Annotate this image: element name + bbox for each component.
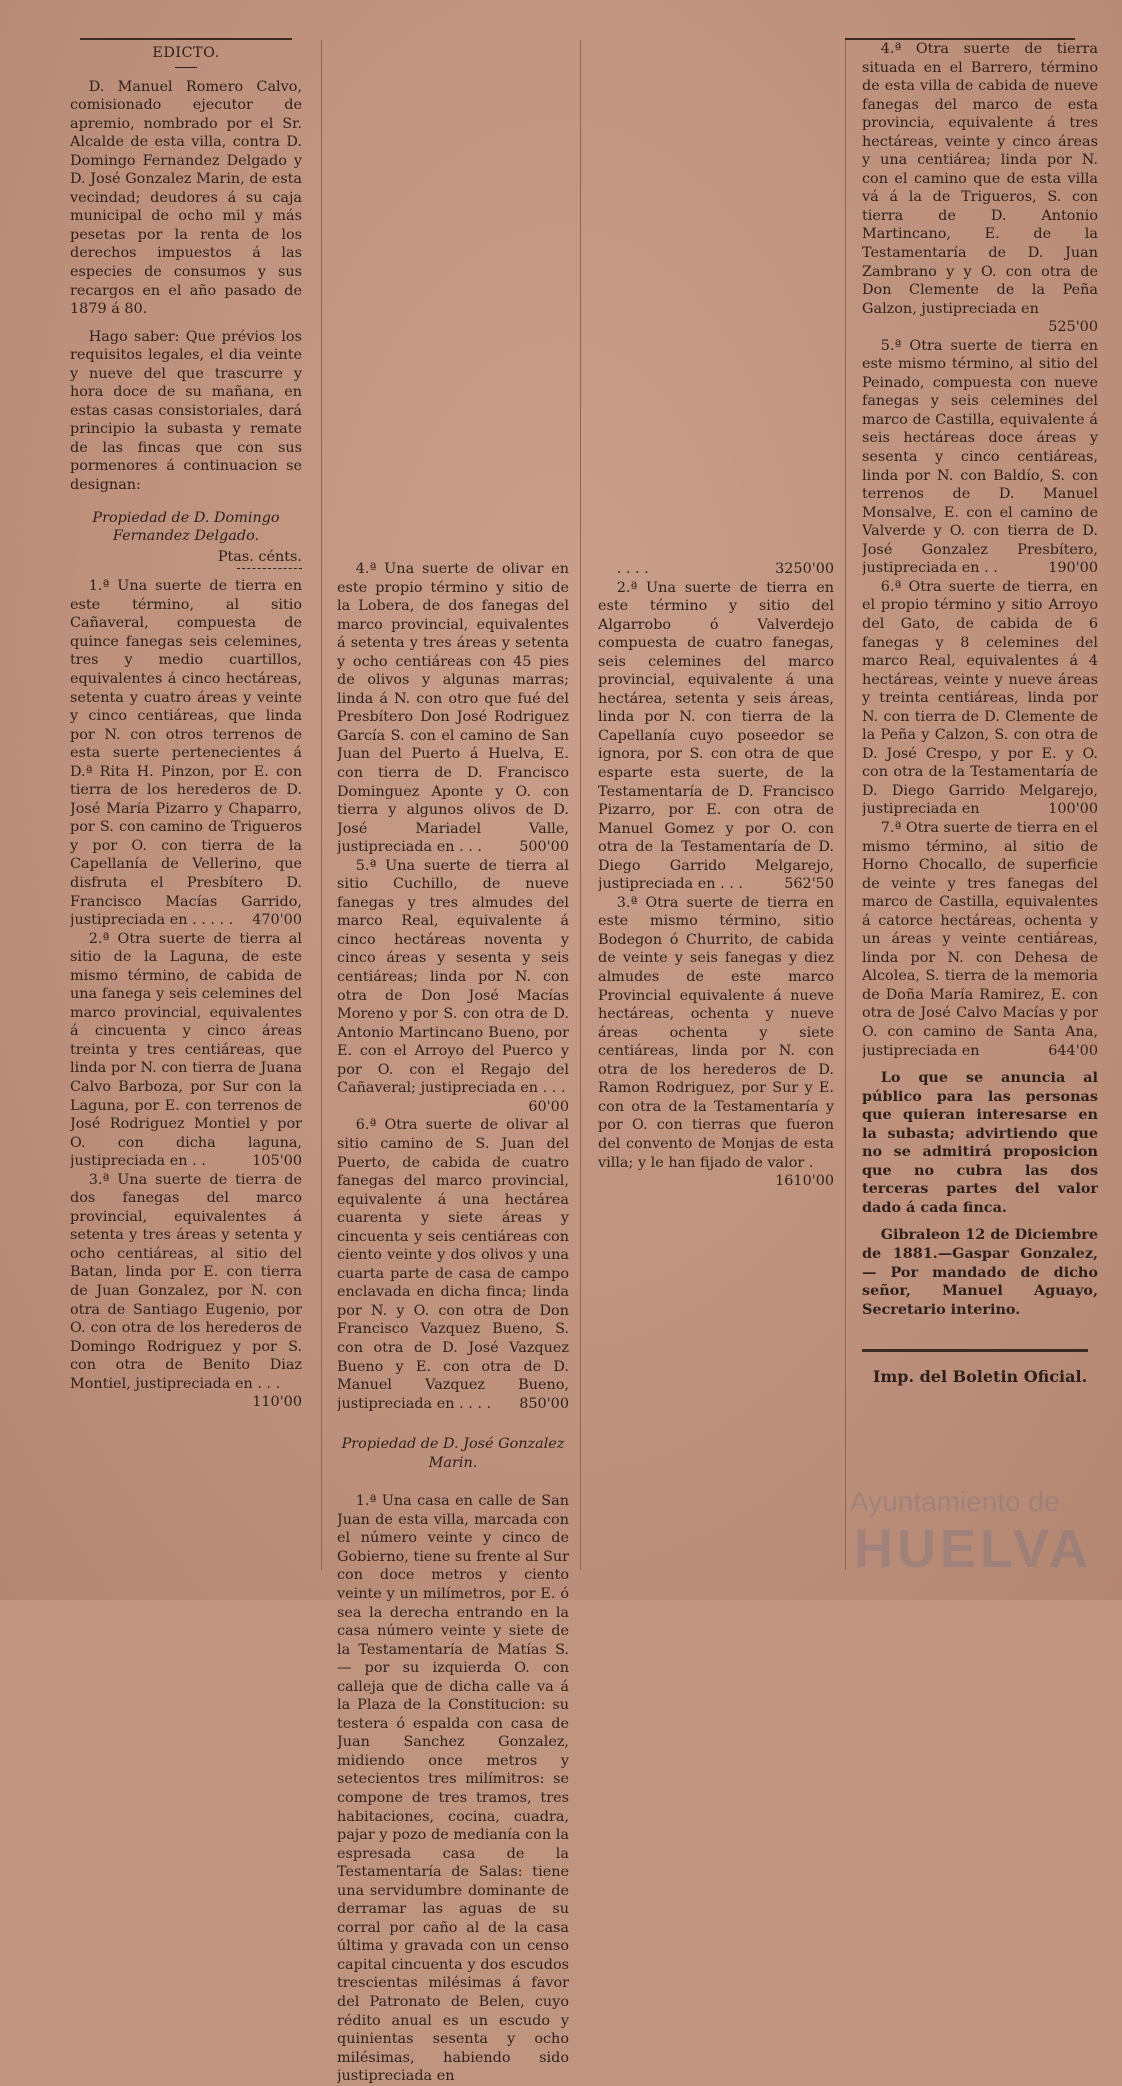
s2-item-6: 6.ª Otra suerte de tierra, en el propio término y sitio Arroyo del Gato, de cabida de 6 fanegas y 8 celemines del marco Real, equivalentes á 4 hectáreas, veinte y nueve áreas y treinta centiáreas, linda por N. con tierra de D. Clemente de la Peña y Calzon, S. con otra de D. José Crespo, y por E. y O. con otra de la Testamentaría de D. Diego Garrido Melgarejo, justipreciada en 100'00 (862, 578, 1098, 818)
column-2 (337, 560, 569, 2086)
closing-notice: Lo que se anuncia al público para las personas que quieran interesarse en la subasta; advirtiendo que no se admitirá proposicion que no cubra las dos terceras partes del valor dado á cada finca. (862, 1069, 1098, 1216)
column-rule-2 (580, 40, 581, 1570)
s2-item-3: 3.ª Otra suerte de tierra en este mismo término, sitio Bodegon ó Churrito, de cabida de veinte y seis fanegas y diez almudes de este marco Provincial equivalente á nueve hectáreas, ochenta y nueve áreas ochenta y siete centiáreas, linda por N. con otra de los herederos de D. Ramon Rodriguez, por Sur y E. con otra de la Testamentaría y por O. con tierras que fueron del convento de Monjas de esta villa; y le han fijado de valor . 1610'00 (598, 894, 834, 1190)
s2-item-1-start: 1.ª Una casa en calle de San Juan de esta villa, marcada con el número veinte y cinco de Gobierno, tiene su frente al Sur con doce metros y ciento veinte y un milímetros, por E. ó sea la derecha entrando en la casa número veinte y siete de la Testamentaría de Matías S. — por su izquierda O. con calleja que de dicha calle va á la Plaza de la Constitucion: su testera ó espalda con casa de Juan Sanchez Gonzalez, midiendo once metros y setecientos tres milímitros: se compone de tres tramos, tres habitaciones, cocina, cuadra, pajar y pozo de medianía con la espresada casa de la Testamentaría de Salas: tiene una servidumbre dominante de derramar las aguas de su corral por caño al de la casa última y gravada con un censo capital cincuenta y dos escudos trescientas milésimas á favor del Patronato de Belen, cuyo rédito anual es un escudo y quinientas sesenta y ocho milésimas, habiendo sido justipreciada en (337, 1493, 569, 2085)
s2-item-2: 2.ª Una suerte de tierra en este término y sitio del Algarrobo ó Valverdejo compuesta de cuatro fanegas, seis celemines del marco provincial, equivalente á una hectárea, setenta y seis áreas, linda por N. con tierra de la Capellanía cuyo poseedor se ignora, por S. con otra de que esparte esta suerte, de la Testamentaría de D. Francisco Pizarro, por E. con otra de Manuel Gomez y por O. con otra de la Testamentaría de D. Diego Garrido Melgarejo, justipreciada en . . . 562'50 (598, 579, 834, 893)
column-rule-3 (845, 40, 846, 1570)
s1-item-4: 4.ª Una suerte de olivar en este propio término y sitio de la Lobera, de dos fanegas del marco provincial, equivalentes á setenta y tres áreas y setenta y ocho centiáreas con 45 pies de olivos y algunas marras; linda á N. con otro que fué del Presbítero Don José Rodriguez García S. con el camino de San Juan del Puerto á Huelva, E. con tierra de D. Francisco Dominguez Aponte y O. con tierra y algunos olivos de D. José Mariadel Valle, justipreciada en . . . 500'00 (337, 561, 569, 856)
s2-item-4: 4.ª Otra suerte de tierra situada en el Barrero, término de esta villa de cabida de nueve fanegas del marco de esta provincia, equivalente á tres hectáreas, veinte y cinco áreas y una centiárea; linda por N. con el camino que de esta villa vá á la de Trigueros, S. con tierra de D. Antonio Martincano, E. de la Testamentaría de D. Juan Zambrano y y O. con otra de Don Clemente de la Peña Galzon, justipreciada en 525'00 (862, 41, 1098, 336)
s2-item-1-price: 3250'00 (775, 561, 834, 577)
s1-item-1: 1.ª Una suerte de tierra en este término, al sitio Cañaveral, compuesta de quince fanegas seis celemines, tres y medio cuartillos, equivalentes á cinco hectáreas, setenta y cuatro áreas y veinte y cinco centiáreas, que linda por N. con otros terrenos de esta suerte pertenecientes á D.ª Rita H. Pinzon, por E. con tierra de los herederos de D. José María Pizarro y Chaparro, por S. con camino de Trigueros y por O. con tierra de la Capellanía de Vellerino, que disfruta el Presbítero D. Francisco Macías Garrido, justipreciada en . . . . . 470'00 (70, 578, 302, 929)
edict-notice: Hago saber: Que prévios los requisitos legales, el dia veinte y nueve del que trascurre y hora doce de su mañana, en estas casas consistoriales, dará principio la subasta y remate de las fincas que con sus pormenores á continuacion se designan: (70, 328, 302, 494)
units-rule (237, 568, 302, 569)
s1-item-6: 6.ª Otra suerte de olivar al sitio camino de S. Juan del Puerto, de cabida de cuatro fanegas del marco provincial, equivalente á una hectárea cuarenta y siete áreas y cincuenta y seis centiáreas con ciento veinte y dos olivos y una cuarta parte de casa de campo enclavada en dicha finca; linda por N. y O. con otra de Don Francisco Vazquez Bueno, S. con otra de D. José Vazquez Bueno y E. con otra de D. Manuel Vazquez Bueno, justipreciada en . . . . 850'00 (337, 1117, 569, 1412)
column-3 (598, 560, 834, 1191)
edict-title: EDICTO. (152, 45, 220, 61)
s2-item-5: 5.ª Otra suerte de tierra en este mismo término, al sitio del Peinado, compuesta con nueve fanegas y seis celemines del marco de Castilla, equivalente á seis hectáreas doce áreas y sesenta y cinco centiáreas, linda por N. con Baldío, S. con terrenos de D. Manuel Monsalve, E. con el camino de Valverde y O. con tierra de D. José Gonzalez Presbítero, justipreciada en . . 190'00 (862, 337, 1098, 577)
edict-intro: D. Manuel Romero Calvo, comisionado ejecutor de apremio, nombrado por el Sr. Alcalde de esta villa, contra D. Domingo Fernandez Delgado y D. José Gonzalez Marin, de esta vecindad; deudores á su caja municipal de ocho mil y más pesetas por la renta de los derechos impuestos á las especies de consumos y sus recargos en el año pasado de 1879 á 80. (70, 78, 302, 318)
s2-item-3-price: 1610'00 (775, 1173, 834, 1190)
s1-item-2: 2.ª Otra suerte de tierra al sitio de la Laguna, de este mismo término, de cabida de una fanega y seis celemines del marco provincial, equivalentes á cincuenta y cinco áreas treinta y tres centiáreas, que linda por N. con tierra de Juana Calvo Barboza, por Sur con la Laguna, por E. con terrenos de José Rodriguez Montiel y por O. con dicha laguna, justipreciada en . . 105'00 (70, 930, 302, 1170)
s1-item-5-price: 60'00 (528, 1098, 569, 1115)
column-1 (70, 38, 302, 1412)
section1-heading: Propiedad de D. Domingo Fernandez Delgado. (92, 509, 280, 545)
watermark-line2: HUELVA (854, 1519, 1092, 1579)
s2-item-4-price: 525'00 (1048, 319, 1098, 336)
column-4 (862, 40, 1098, 1403)
closing-rule (862, 1349, 1088, 1352)
s1-item-2-price: 105'00 (252, 1153, 302, 1170)
closing-date-signature: Gibraleon 12 de Diciembre de 1881.—Gaspar Gonzalez, — Por mandado de dicho señor, Manuel Aguayo, Secretario interino. (862, 1226, 1098, 1318)
s2-item-7-price: 644'00 (1048, 1042, 1098, 1059)
watermark-line1: Ayuntamiento de (850, 1486, 1060, 1517)
section2-heading: Propiedad de D. José Gonzalez Marin. (341, 1436, 565, 1471)
s2-item-1-price-line: . . . . 3250'00 (616, 561, 834, 577)
imprint: Imp. del Boletin Oficial. (872, 1367, 1088, 1387)
s1-item-6-price: 850'00 (519, 1395, 569, 1412)
s1-item-5: 5.ª Una suerte de tierra al sitio Cuchillo, de nueve fanegas y tres almudes del marco Real, equivalente á cinco hectáreas noventa y cinco áreas y sesenta y seis centiáreas; linda por N. con otra de Don José Macías Moreno y por S. con otra de D. Antonio Martincano Bueno, por E. con el Arroyo del Puerco y por O. con el Regajo del Cañaveral; justipreciada en . . . 60'00 (337, 857, 569, 1115)
s2-item-6-price: 100'00 (1048, 801, 1098, 818)
title-dash (175, 67, 197, 68)
column-rule-1 (321, 40, 322, 1570)
s1-item-3: 3.ª Una suerte de tierra de dos fanegas del marco provincial, equivalentes á setenta y tres áreas y setenta y ocho centiáreas, al sitio del Batan, linda por E. con tierra de Juan Gonzalez, por N. con otra de Santiago Eugenio, por O. con otra de los herederos de Domingo Rodriguez y por S. con otra de Benito Diaz Montiel, justipreciada en . . . 110'00 (70, 1171, 302, 1411)
s1-item-4-price: 500'00 (519, 839, 569, 856)
watermark (840, 1400, 1092, 1600)
s1-item-3-price: 110'00 (252, 1394, 302, 1411)
units-label: Ptas. cénts. (217, 548, 302, 565)
s2-item-7: 7.ª Otra suerte de tierra en el mismo término, al sitio de Horno Chocallo, de superficie de veinte y tres fanegas del marco de Castilla, equivalentes á catorce hectáreas, ochenta y un áreas y veinte centiáreas, linda por N. con Dehesa de Alcolea, S. tierra de la memoria de Doña María Ramirez, E. con otra de José Calvo Macías y por O. con camino de Santa Ana, justipreciada en 644'00 (862, 819, 1098, 1059)
s2-item-2-price: 562'50 (784, 876, 834, 893)
s1-item-1-price: 470'00 (252, 912, 302, 929)
s2-item-5-price: 190'00 (1048, 560, 1098, 577)
